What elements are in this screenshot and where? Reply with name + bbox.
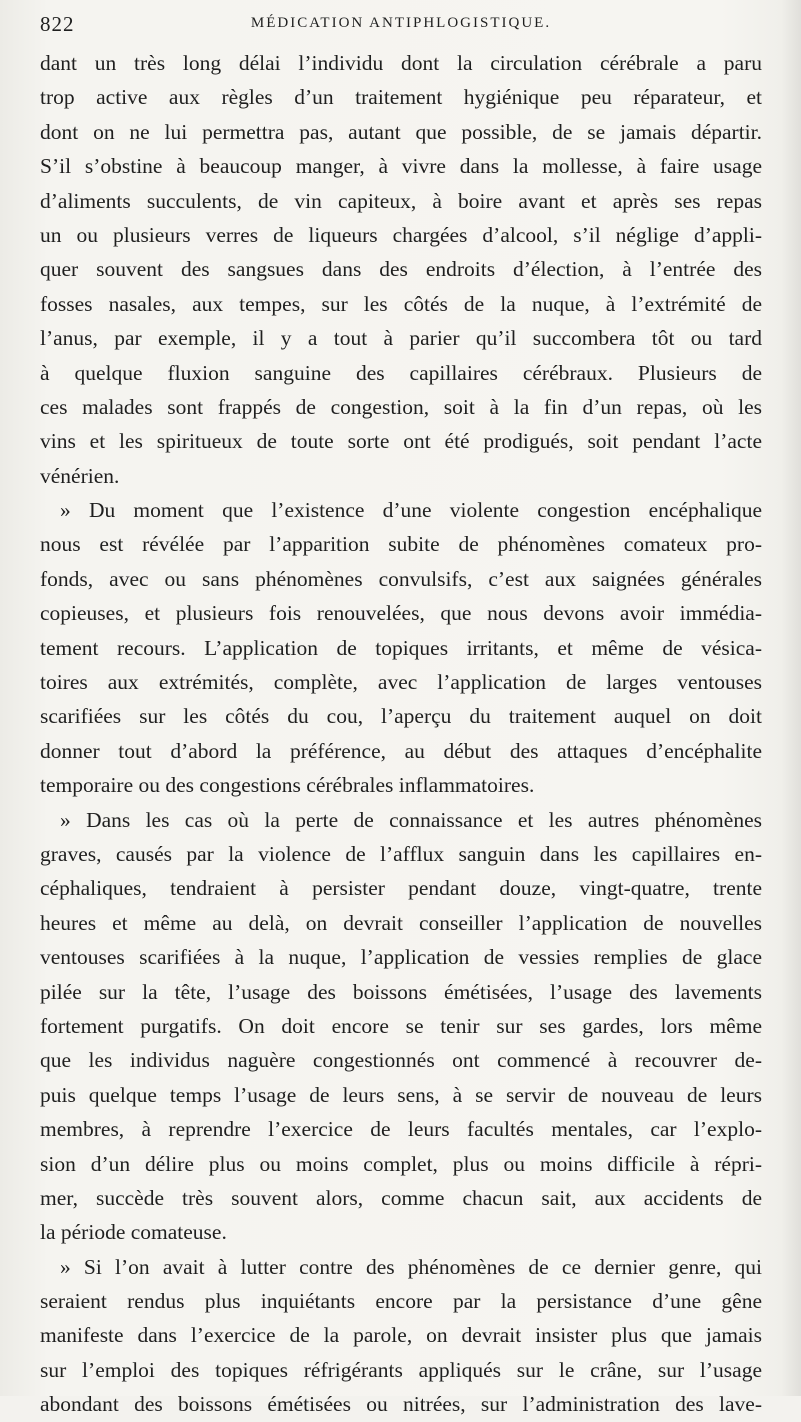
text-line: toires aux extrémités, complète, avec l’application de larges ventouses [40, 670, 762, 695]
page-edge-shadow [781, 0, 801, 1396]
text-line: pilée sur la tête, l’usage des boissons émétisées, l’usage des lavements [40, 979, 762, 1004]
page-header [40, 12, 762, 42]
text-line: puis quelque temps l’usage de leurs sens, à se servir de nouveau de leurs [40, 1082, 762, 1107]
text-line: l’anus, par exemple, il y a tout à parier qu’il succombera tôt ou tard [40, 326, 762, 351]
text-line: manifeste dans l’exercice de la parole, on devrait insister plus que jamais [40, 1323, 762, 1348]
text-line: ventouses scarifiées à la nuque, l’application de vessies remplies de glace [40, 945, 762, 970]
text-line: » Si l’on avait à lutter contre des phénomènes de ce dernier genre, qui [60, 1254, 762, 1279]
text-line: vénérien. [40, 463, 120, 488]
text-line: trop active aux règles d’un traitement hygiénique peu réparateur, et [40, 85, 762, 110]
text-line: donner tout d’abord la préférence, au début des attaques d’encéphalite [40, 738, 762, 763]
text-line: » Du moment que l’existence d’une violente congestion encéphalique [60, 498, 762, 523]
text-line: seraient rendus plus inquiétants encore par la persistance d’une gêne [40, 1289, 762, 1314]
text-line: que les individus naguère congestionnés ont commencé à recouvrer de- [40, 1048, 762, 1073]
page-number: 822 [40, 12, 75, 36]
running-title: MÉDICATION ANTIPHLOGISTIQUE. [250, 15, 552, 31]
text-line: vins et les spiritueux de toute sorte ont été prodigués, soit pendant l’acte [40, 429, 762, 454]
text-line: à quelque fluxion sanguine des capillaires cérébraux. Plusieurs de [40, 360, 762, 385]
text-line: heures et même au delà, on devrait conseiller l’application de nouvelles [40, 910, 762, 935]
text-line: fosses nasales, aux tempes, sur les côtés de la nuque, à l’extrémité de [40, 291, 762, 316]
text-line: céphaliques, tendraient à persister pendant douze, vingt-quatre, trente [40, 876, 762, 901]
text-line: quer souvent des sangsues dans des endroits d’élection, à l’entrée des [40, 257, 762, 282]
text-line: scarifiées sur les côtés du cou, l’aperçu du traitement auquel on doit [40, 704, 762, 729]
text-line: fortement purgatifs. On doit encore se tenir sur ses gardes, lors même [40, 1013, 762, 1038]
text-line: temporaire ou des congestions cérébrales inflammatoires. [40, 773, 535, 798]
text-line: sur l’emploi des topiques réfrigérants appliqués sur le crâne, sur l’usage [40, 1357, 762, 1382]
text-line: la période comateuse. [40, 1220, 227, 1245]
text-line: abondant des boissons émétisées ou nitrées, sur l’administration des lave- [40, 1392, 762, 1417]
text-line: dant un très long délai l’individu dont la circulation cérébrale a paru [40, 51, 762, 75]
text-line: d’aliments succulents, de vin capiteux, à boire avant et après ses repas [40, 188, 762, 213]
text-line: S’il s’obstine à beaucoup manger, à vivre dans la mollesse, à faire usage [40, 154, 762, 179]
text-line: mer, succède très souvent alors, comme chacun sait, aux accidents de [40, 1185, 762, 1210]
text-line: » Dans les cas où la perte de connaissance et les autres phénomènes [60, 807, 762, 832]
text-line: membres, à reprendre l’exercice de leurs facultés mentales, car l’explo- [40, 1117, 762, 1142]
text-line: dont on ne lui permettra pas, autant que possible, de se jamais départir. [40, 119, 762, 144]
text-line: copieuses, et plusieurs fois renouvelées, que nous devons avoir immédia- [40, 601, 762, 626]
text-line: nous est révélée par l’apparition subite de phénomènes comateux pro- [40, 532, 762, 557]
body-text [40, 46, 762, 1422]
text-line: sion d’un délire plus ou moins complet, plus ou moins difficile à répri- [40, 1151, 762, 1176]
text-line: graves, causés par la violence de l’afflux sanguin dans les capillaires en- [40, 841, 762, 866]
text-line: tement recours. L’application de topiques irritants, et même de vésica- [40, 635, 762, 660]
text-line: fonds, avec ou sans phénomènes convulsifs, c’est aux saignées générales [40, 566, 762, 591]
text-line: un ou plusieurs verres de liqueurs chargées d’alcool, s’il néglige d’appli- [40, 222, 762, 247]
text-line: ces malades sont frappés de congestion, soit à la fin d’un repas, où les [40, 394, 762, 419]
